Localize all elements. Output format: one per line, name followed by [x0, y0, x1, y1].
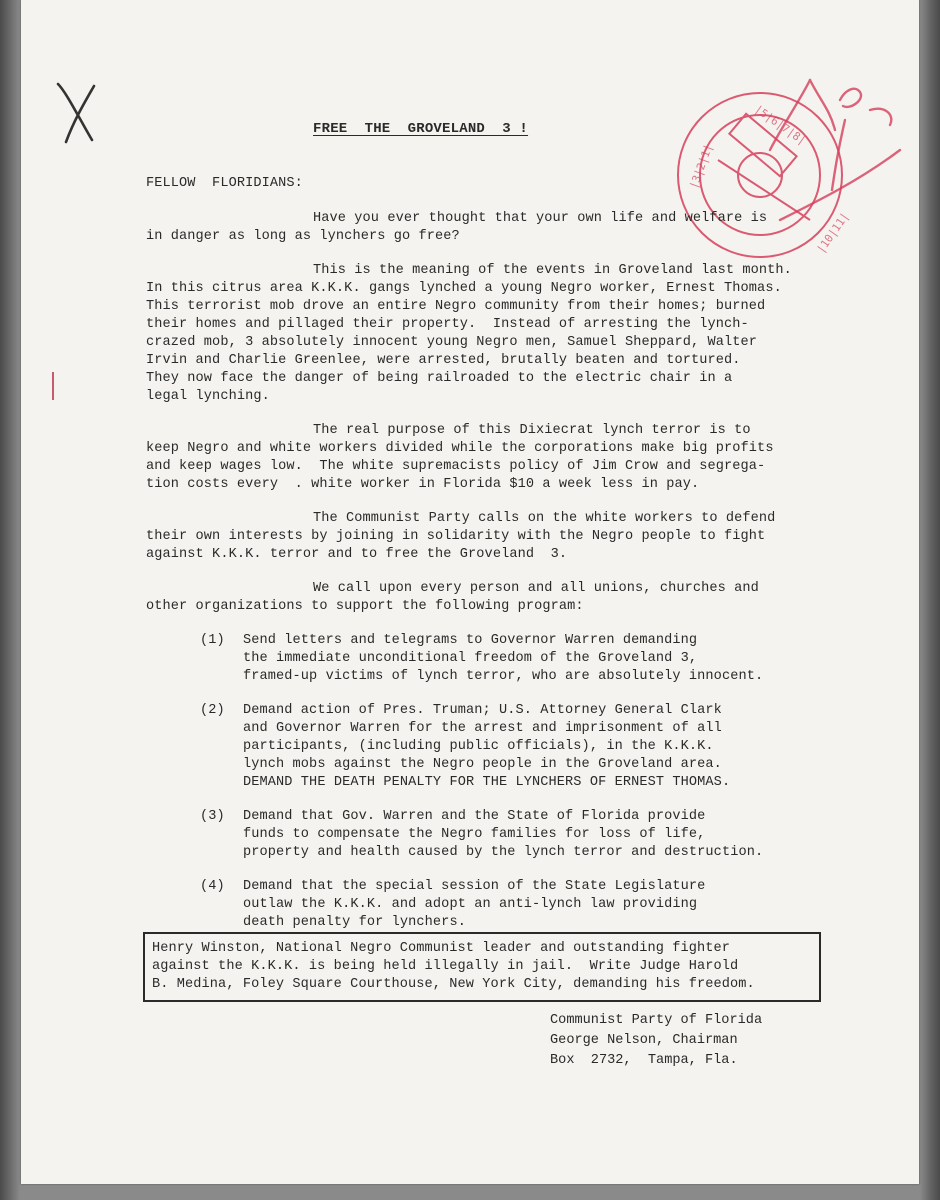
program-item-2-line-3: participants, (including public officials), in the K.K.K. [243, 739, 714, 754]
paragraph-3-line-4: tion costs every . white worker in Florida $10 a week less in pay. [146, 477, 700, 492]
program-item-2-line-1: Demand action of Pres. Truman; U.S. Attorney General Clark [243, 703, 722, 718]
program-item-1-number: (1) [200, 633, 225, 648]
paragraph-5-line-2: other organizations to support the following program: [146, 599, 584, 614]
notice-line-2: against the K.K.K. is being held illegally in jail. Write Judge Harold [152, 959, 739, 974]
paragraph-4-line-2: their own interests by joining in solidarity with the Negro people to fight [146, 529, 766, 544]
signature-chairman: George Nelson, Chairman [550, 1033, 738, 1048]
paragraph-3-line-2: keep Negro and white workers divided while the corporations make big profits [146, 441, 774, 456]
notice-line-3: B. Medina, Foley Square Courthouse, New York City, demanding his freedom. [152, 977, 755, 992]
signature-address: Box 2732, Tampa, Fla. [550, 1053, 738, 1068]
handwritten-x-mark [52, 78, 104, 148]
received-stamp [660, 70, 905, 270]
paragraph-1-line-2: in danger as long as lynchers go free? [146, 229, 460, 244]
program-item-4-number: (4) [200, 879, 225, 894]
document-title: FREE THE GROVELAND 3 ! [313, 121, 529, 137]
paragraph-2-line-6: Irvin and Charlie Greenlee, were arrested, brutally beaten and tortured. [146, 353, 741, 368]
signature-organization: Communist Party of Florida [550, 1013, 763, 1028]
paragraph-3-line-3: and keep wages low. The white supremacists policy of Jim Crow and segrega- [146, 459, 766, 474]
svg-text:|3|2|1|: |3|2|1| [687, 142, 716, 191]
program-item-2-line-2: and Governor Warren for the arrest and imprisonment of all [243, 721, 722, 736]
svg-text:|5|6|7|8|: |5|6|7|8| [751, 102, 809, 148]
paragraph-1-line-1: Have you ever thought that your own life and welfare is [313, 211, 768, 226]
program-item-1-line-2: the immediate unconditional freedom of the Groveland 3, [243, 651, 698, 666]
paragraph-2-line-1: This is the meaning of the events in Groveland last month. [313, 263, 792, 278]
margin-mark [52, 372, 54, 400]
paragraph-2-line-5: crazed mob, 3 absolutely innocent young Negro men, Samuel Sheppard, Walter [146, 335, 758, 350]
program-item-2-line-4: lynch mobs against the Negro people in the Groveland area. [243, 757, 722, 772]
program-item-2-line-5: DEMAND THE DEATH PENALTY FOR THE LYNCHERS OF ERNEST THOMAS. [243, 775, 731, 790]
paragraph-3-line-1: The real purpose of this Dixiecrat lynch terror is to [313, 423, 751, 438]
paragraph-4-line-1: The Communist Party calls on the white workers to defend [313, 511, 776, 526]
salutation: FELLOW FLORIDIANS: [146, 176, 303, 191]
program-item-1-line-3: framed-up victims of lynch terror, who are absolutely innocent. [243, 669, 764, 684]
program-item-3-line-3: property and health caused by the lynch terror and destruction. [243, 845, 764, 860]
paragraph-2-line-3: This terrorist mob drove an entire Negro community from their homes; burned [146, 299, 766, 314]
svg-text:|10|11|: |10|11| [814, 210, 852, 256]
paragraph-2-line-8: legal lynching. [146, 389, 270, 404]
paragraph-2-line-4: their homes and pillaged their property. Instead of arresting the lynch- [146, 317, 749, 332]
program-item-3-line-2: funds to compensate the Negro families for loss of life, [243, 827, 706, 842]
program-item-4-line-3: death penalty for lynchers. [243, 915, 466, 930]
program-item-1-line-1: Send letters and telegrams to Governor Warren demanding [243, 633, 698, 648]
program-item-3-number: (3) [200, 809, 225, 824]
paragraph-5-line-1: We call upon every person and all unions, churches and [313, 581, 759, 596]
notice-line-1: Henry Winston, National Negro Communist leader and outstanding fighter [152, 941, 731, 956]
program-item-4-line-1: Demand that the special session of the State Legislature [243, 879, 706, 894]
program-item-4-line-2: outlaw the K.K.K. and adopt an anti-lynch law providing [243, 897, 698, 912]
program-item-2-number: (2) [200, 703, 225, 718]
paragraph-2-line-2: In this citrus area K.K.K. gangs lynched a young Negro worker, Ernest Thomas. [146, 281, 782, 296]
paragraph-4-line-3: against K.K.K. terror and to free the Groveland 3. [146, 547, 568, 562]
program-item-3-line-1: Demand that Gov. Warren and the State of Florida provide [243, 809, 706, 824]
paragraph-2-line-7: They now face the danger of being railroaded to the electric chair in a [146, 371, 733, 386]
